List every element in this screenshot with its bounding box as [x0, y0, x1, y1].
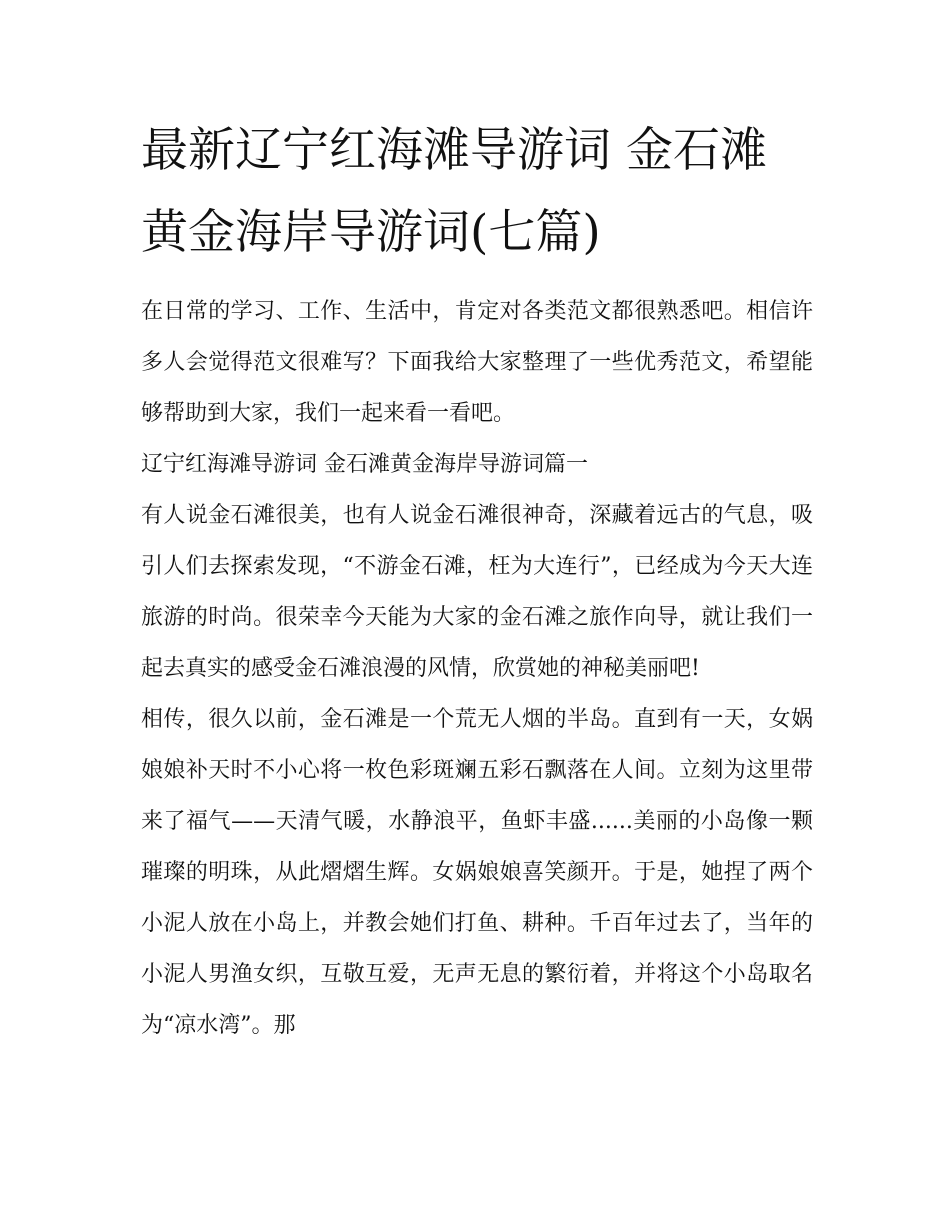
body-paragraph-1: 有人说金石滩很美，也有人说金石滩很神奇，深藏着远古的气息，吸引人们去探索发现，“不游金石滩，枉为大连行”，已经成为今天大连旅游的时尚。很荣幸今天能为大家的金石滩之旅作向导，就让我们一起去真实的感受金石滩浪漫的风情，欣赏她的神秘美丽吧! [141, 503, 813, 681]
intro-paragraph: 在日常的学习、工作、生活中，肯定对各类范文都很熟悉吧。相信许多人会觉得范文很难写？下面我给大家整理了一些优秀范文，希望能够帮助到大家，我们一起来看一看吧。 [141, 299, 813, 426]
body-paragraph-2: 相传，很久以前，金石滩是一个荒无人烟的半岛。直到有一天，女娲娘娘补天时不小心将一枚色彩斑斓五彩石飘落在人间。立刻为这里带来了福气——天清气暖，水静浪平，鱼虾丰盛......美丽的小岛像一颗璀璨的明珠，从此熠熠生辉。女娲娘娘喜笑颜开。于是，她捏了两个小泥人放在小岛上，并教会她们打鱼、耕种。千百年过去了，当年的小泥人男渔女织，互敬互爱，无声无息的繁衍着，并将这个小岛取名为“凉水湾”。那 [141, 707, 813, 1038]
document-title: 最新辽宁红海滩导游词 金石滩黄金海岸导游词(七篇) [141, 123, 767, 260]
document-page [141, 110, 813, 1051]
section-heading: 辽宁红海滩导游词 金石滩黄金海岸导游词篇一 [141, 452, 588, 477]
